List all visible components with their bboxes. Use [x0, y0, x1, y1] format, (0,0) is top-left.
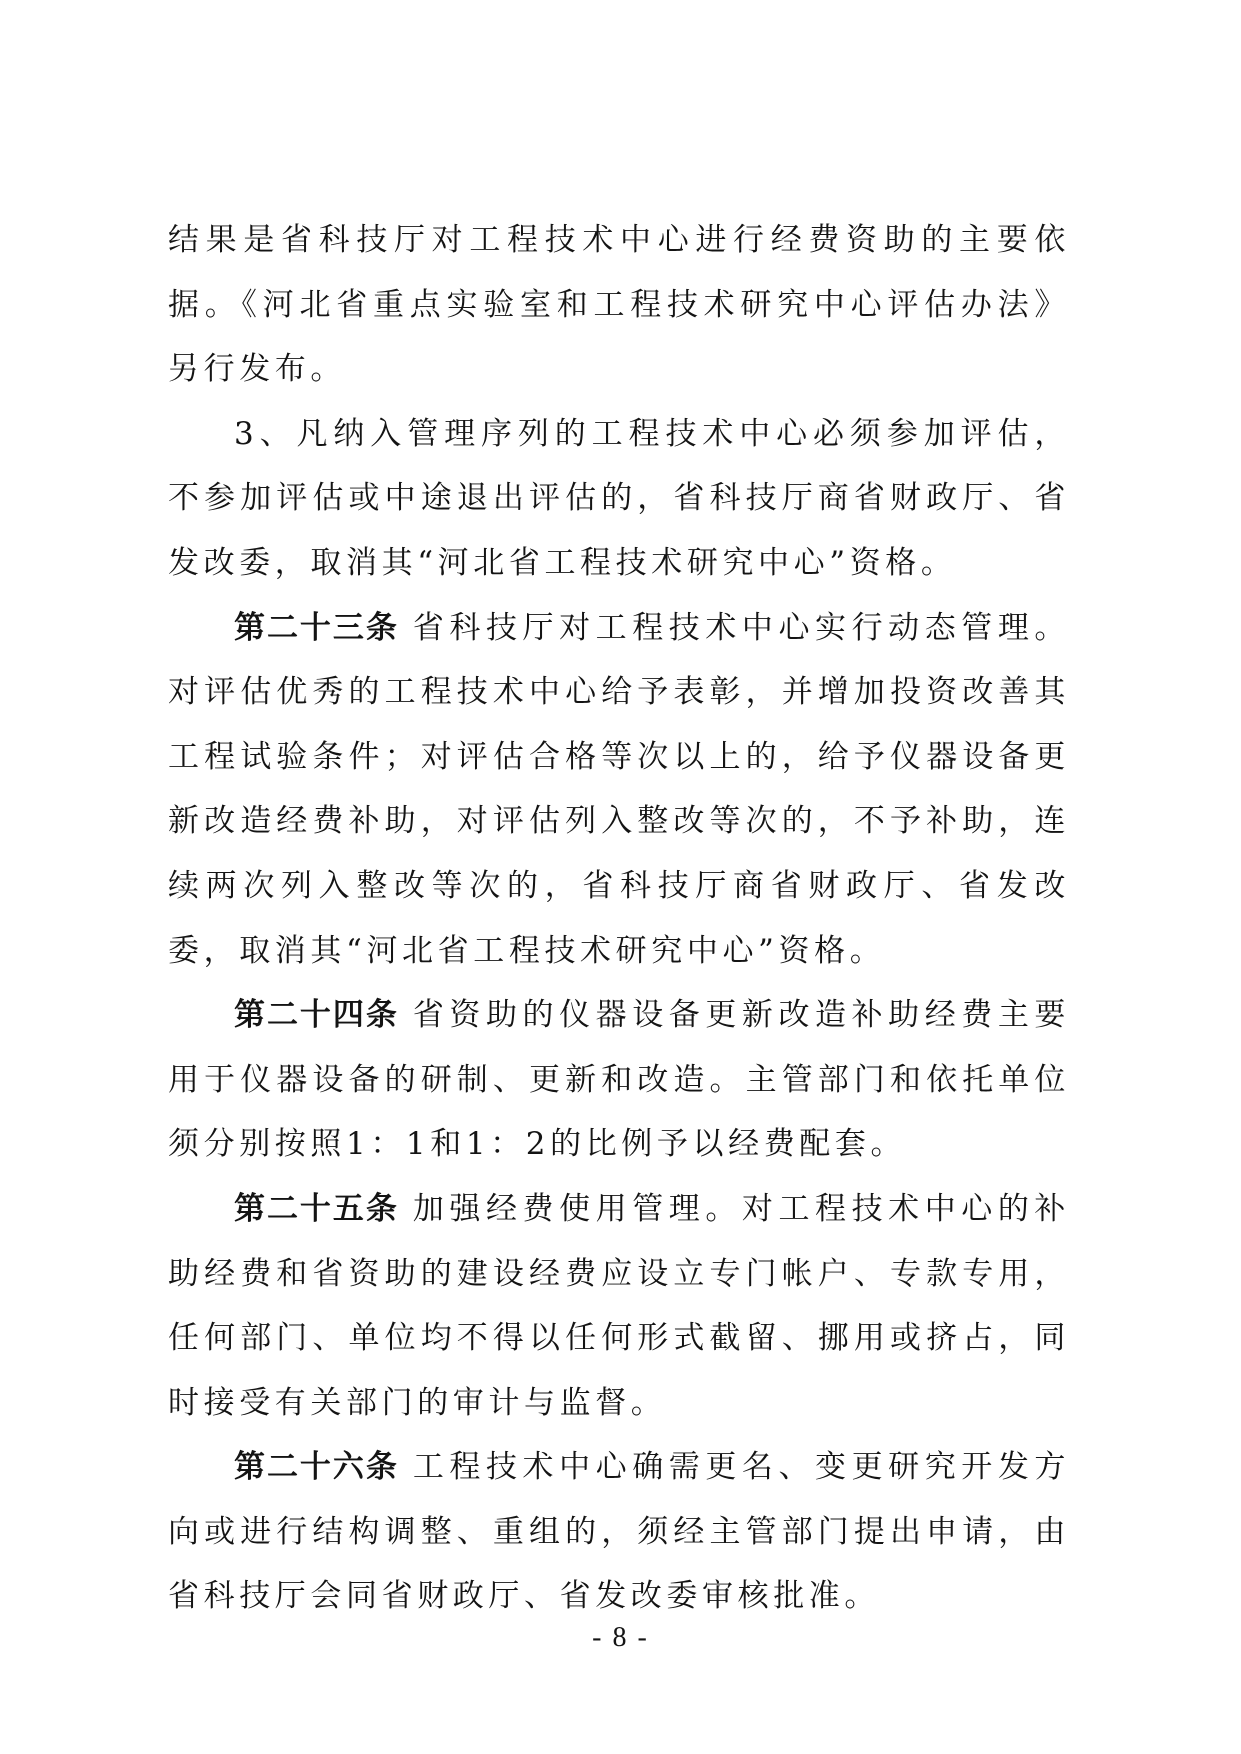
article-26 [168, 1435, 1070, 1629]
article-heading: 第二十四条 [234, 997, 399, 1034]
article-25 [168, 1177, 1070, 1435]
article-24 [168, 983, 1070, 1177]
paragraph-text: 结果是省科技厅对工程技术中心进行经费资助的主要依据。《河北省重点实验室和工程技术研究中心评估办法》另行发布。 [168, 222, 1070, 388]
article-23 [168, 596, 1070, 984]
paragraph-item-3 [168, 402, 1070, 596]
document-body [168, 208, 1070, 1629]
article-text: 省资助的仪器设备更新改造补助经费主要用于仪器设备的研制、更新和改造。主管部门和依托单位须分别按照1：1和1：2的比例予以经费配套。 [168, 997, 1070, 1163]
article-text: 加强经费使用管理。对工程技术中心的补助经费和省资助的建设经费应设立专门帐户、专款专用，任何部门、单位均不得以任何形式截留、挪用或挤占，同时接受有关部门的审计与监督。 [168, 1190, 1070, 1421]
paragraph-text: 3、凡纳入管理序列的工程技术中心必须参加评估，不参加评估或中途退出评估的，省科技厅商省财政厅、省发改委，取消其“河北省工程技术研究中心”资格。 [168, 415, 1070, 581]
page-number: - 8 - [592, 1622, 649, 1653]
article-heading: 第二十六条 [234, 1449, 399, 1486]
article-text: 工程技术中心确需更名、变更研究开发方向或进行结构调整、重组的，须经主管部门提出申请，由省科技厅会同省财政厅、省发改委审核批准。 [168, 1449, 1070, 1615]
article-heading: 第二十五条 [234, 1190, 399, 1227]
article-heading: 第二十三条 [234, 609, 399, 646]
article-text: 省科技厅对工程技术中心实行动态管理。对评估优秀的工程技术中心给予表彰，并增加投资改善其工程试验条件；对评估合格等次以上的，给予仪器设备更新改造经费补助，对评估列入整改等次的，不予补助，连续两次列入整改等次的，省科技厅商省财政厅、省发改委，取消其“河北省工程技术研究中心”资格。 [168, 609, 1070, 969]
paragraph-continuation [168, 208, 1070, 402]
